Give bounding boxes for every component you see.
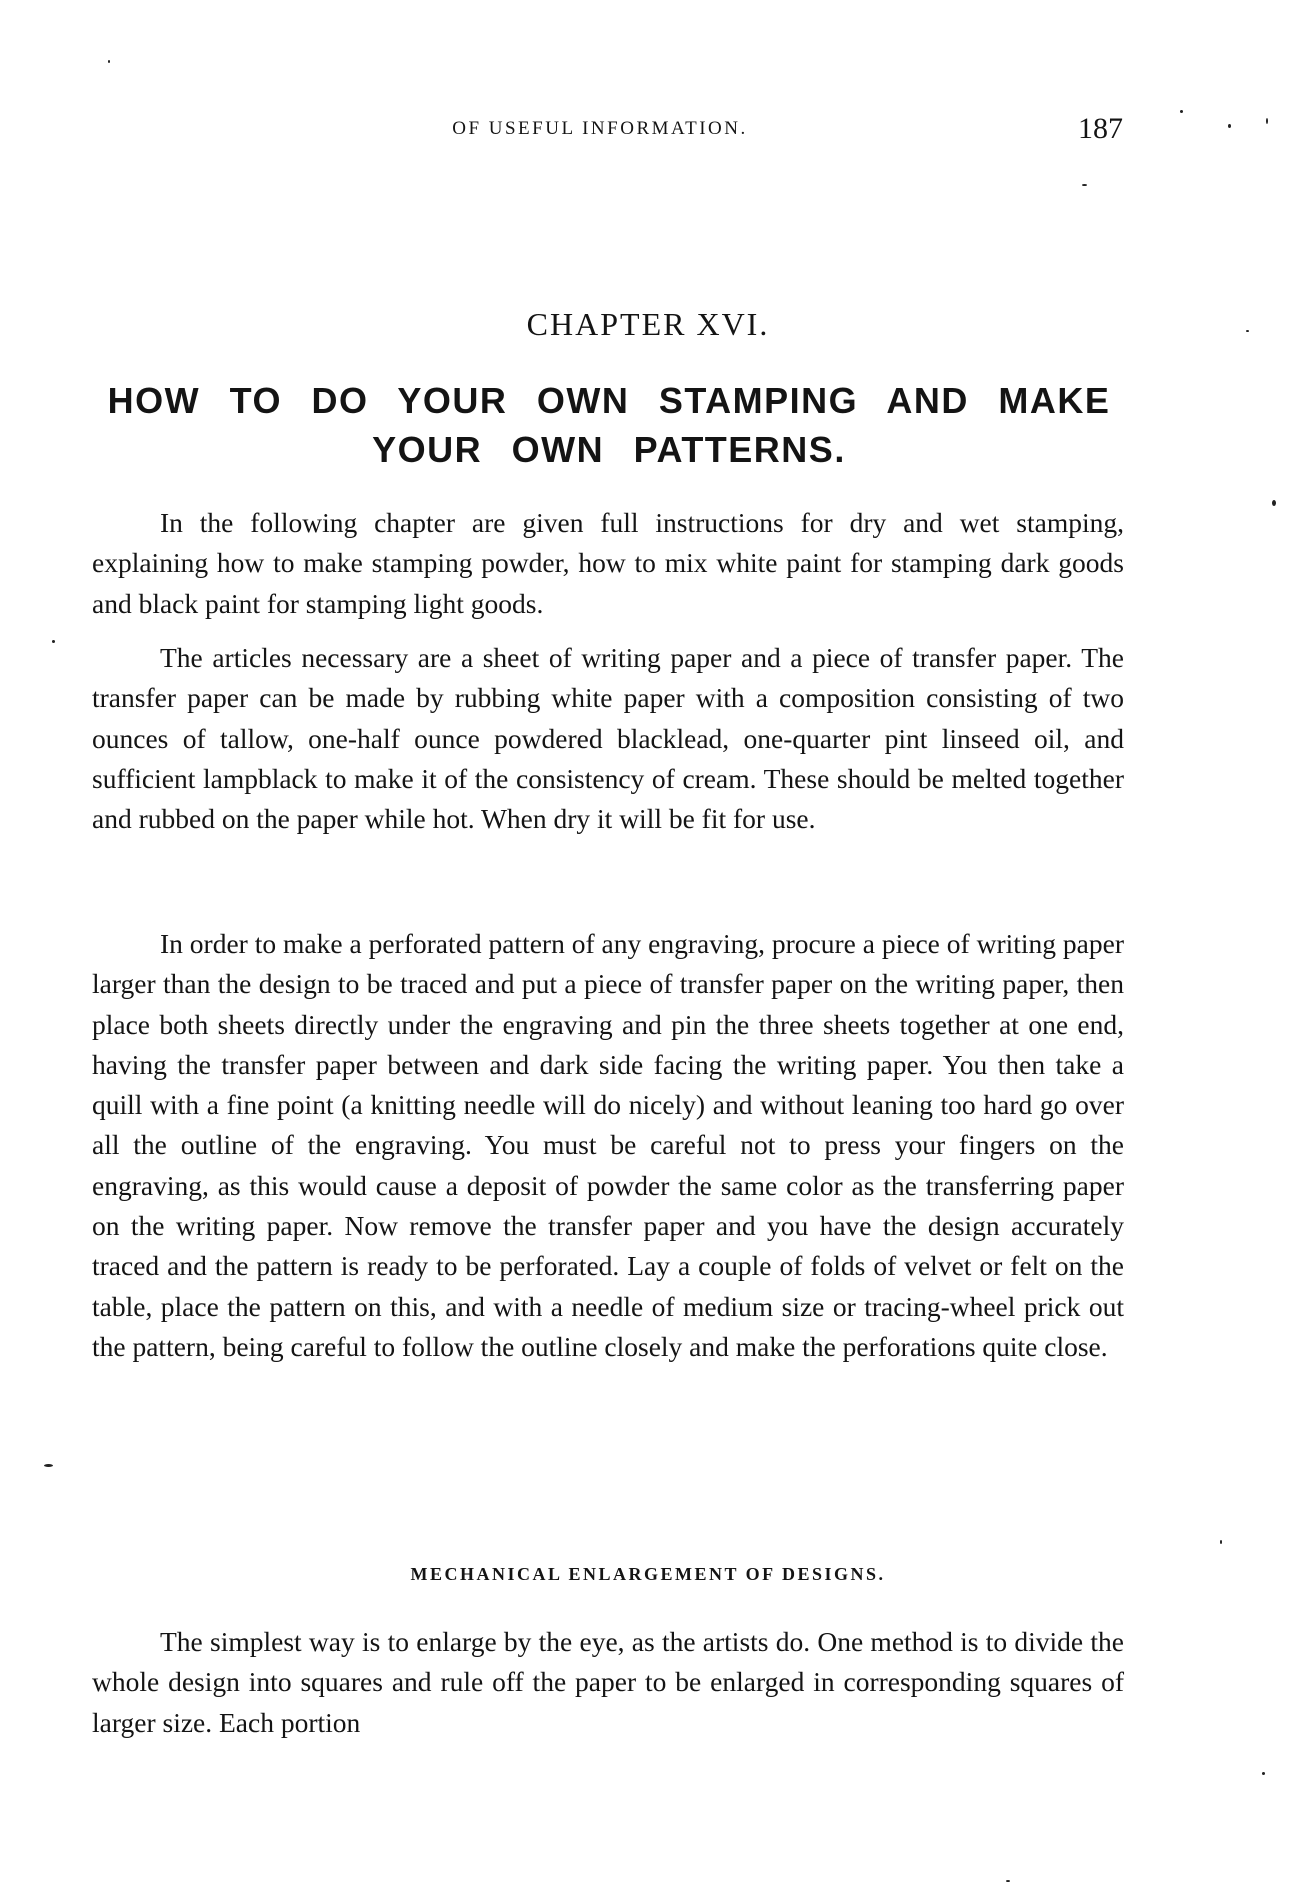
speck [108,60,110,63]
paragraph-stamping-intro [92,503,1124,624]
paragraph-text: In the following chapter are given full instructions for dry and wet stamping, explaining how to make stamping powder, how to mix white paint for stamping dark goods and black paint for stamping light goods. [92,507,1124,619]
speck [1082,184,1087,186]
paragraph-articles-necessary [92,638,1124,839]
running-head [0,112,1296,152]
paragraph-text: The simplest way is to enlarge by the eye, as the artists do. One method is to divide the whole design into squares and rule off the paper to be enlarged in corresponding squares of larger size. Each portion [92,1626,1124,1738]
running-title: OF USEFUL INFORMATION. [452,118,748,139]
speck [1006,1880,1010,1882]
speck [52,640,55,643]
paragraph-perforated-pattern [92,924,1124,1367]
chapter-title: HOW TO DO YOUR OWN STAMPING AND MAKE YOUR OWN PATTERNS. [107,380,1111,470]
paragraph-enlargement [92,1622,1124,1743]
paragraph-text: The articles necessary are a sheet of writing paper and a piece of transfer paper. The transfer paper can be made by rubbing white paper with a composition consisting of two ounces of tallow, one-half ounce powdered blacklead, one-quarter pint linseed oil, and sufficient lampblack to make it of the consistency of cream. These should be melted together and rubbed on the paper while hot. When dry it will be fit for use. [92,642,1124,835]
speck [1272,500,1276,506]
speck [1262,1772,1265,1775]
speck [44,1464,53,1467]
section-heading: MECHANICAL ENLARGEMENT OF DESIGNS. [410,1564,886,1584]
speck [1220,1540,1222,1544]
paragraph-text: In order to make a perforated pattern of any engraving, procure a piece of writing paper larger than the design to be traced and put a piece of transfer paper on the writing paper, then place both sheets directly under the engraving and pin the three sheets together at one end, having the transfer paper between and dark side facing the writing paper. You then take a quill with a fine point (a knitting needle will do nicely) and without leaning too hard go over all the outline of the engraving. You must be careful not to press your fingers on the engraving, as this would cause a deposit of powder the same color as the transferring paper on the writing paper. Now remove the transfer paper and you have the design accurately traced and the pattern is ready to be perforated. Lay a couple of folds of velvet or felt on the table, place the pattern on this, and with a needle of medium size or tracing-wheel prick out the pattern, being careful to follow the outline closely and make the perforations quite close. [92,928,1124,1362]
page-number: 187 [1078,112,1123,145]
chapter-label: CHAPTER XVI. [526,306,770,342]
